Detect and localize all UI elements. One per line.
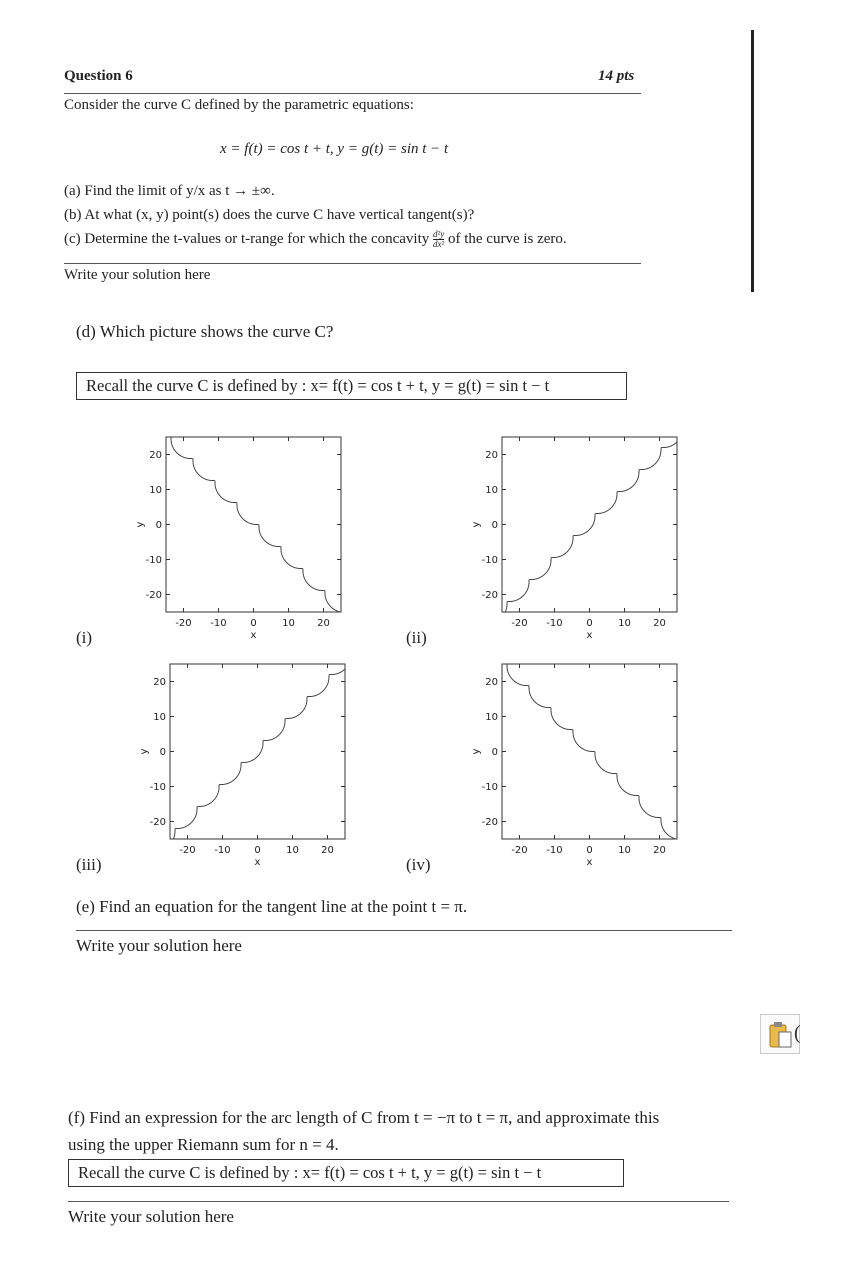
y-tick-label: 0 <box>491 520 498 531</box>
plot-i <box>130 430 355 645</box>
label-iv: (iv) <box>406 855 431 874</box>
x-tick-label: -10 <box>210 618 227 629</box>
x-tick-label: 0 <box>250 618 257 629</box>
header-rule <box>64 93 641 94</box>
part-e-question: (e) Find an equation for the tangent line at the point t = π. <box>76 897 468 916</box>
x-tick-label: -20 <box>175 618 192 629</box>
label-iii: (iii) <box>76 855 102 874</box>
section-rule-1 <box>64 263 641 264</box>
x-axis-label: x <box>586 630 593 641</box>
x-axis-label: x <box>586 857 593 868</box>
y-axis-label: y <box>135 521 146 528</box>
concavity-fraction <box>433 230 444 249</box>
write-solution-1[interactable]: Write your solution here <box>64 267 211 283</box>
x-tick-label: -20 <box>179 845 196 856</box>
clipboard-glyph: ( <box>794 1022 801 1044</box>
y-axis-label: y <box>139 748 150 755</box>
y-tick-label: -20 <box>149 817 166 828</box>
y-tick-label: -10 <box>149 782 166 793</box>
section-rule-f <box>68 1201 729 1202</box>
part-b: (b) At what (x, y) point(s) does the curve C have vertical tangent(s)? <box>64 207 475 223</box>
clipboard-paste-icon[interactable] <box>760 1014 800 1054</box>
y-tick-label: 10 <box>149 485 162 496</box>
question-title: Question 6 <box>64 68 133 84</box>
y-tick-label: 0 <box>159 747 166 758</box>
x-tick-label: 20 <box>317 618 330 629</box>
y-tick-label: 10 <box>485 485 498 496</box>
recall-text-d: Recall the curve C is defined by : x= f(t) = cos t + t, y = g(t) = sin t − t <box>86 376 550 395</box>
curve-line <box>171 437 340 612</box>
part-c-prefix: (c) Determine the t-values or t-range for which the concavity <box>64 230 430 247</box>
x-tick-label: 20 <box>321 845 334 856</box>
part-c <box>64 230 567 249</box>
x-tick-label: 10 <box>282 618 295 629</box>
y-tick-label: 10 <box>485 712 498 723</box>
x-tick-label: 0 <box>586 845 593 856</box>
write-solution-e[interactable]: Write your solution here <box>76 936 242 955</box>
y-tick-label: -20 <box>481 817 498 828</box>
x-tick-label: 10 <box>618 845 631 856</box>
curve-line <box>505 442 677 612</box>
label-ii: (ii) <box>406 628 427 647</box>
x-tick-label: -10 <box>214 845 231 856</box>
y-tick-label: -20 <box>145 590 162 601</box>
margin-bar <box>751 30 754 292</box>
x-tick-label: 20 <box>653 618 666 629</box>
y-tick-label: -10 <box>481 782 498 793</box>
x-axis-label: x <box>254 857 261 868</box>
y-axis-label: y <box>471 748 482 755</box>
y-tick-label: -20 <box>481 590 498 601</box>
x-tick-label: 20 <box>653 845 666 856</box>
x-tick-label: 0 <box>586 618 593 629</box>
part-c-suffix: of the curve is zero. <box>447 230 567 247</box>
label-i: (i) <box>76 628 93 647</box>
section-rule-e <box>76 930 732 931</box>
x-tick-label: -10 <box>546 845 563 856</box>
y-tick-label: -10 <box>481 555 498 566</box>
y-tick-label: -10 <box>145 555 162 566</box>
y-axis-label: y <box>471 521 482 528</box>
y-tick-label: 20 <box>153 677 166 688</box>
x-tick-label: -10 <box>546 618 563 629</box>
y-tick-label: 10 <box>153 712 166 723</box>
y-tick-label: 0 <box>155 520 162 531</box>
x-tick-label: -20 <box>511 845 528 856</box>
recall-text-f: Recall the curve C is defined by : x= f(t) = cos t + t, y = g(t) = sin t − t <box>78 1163 542 1182</box>
x-tick-label: 10 <box>618 618 631 629</box>
parametric-equation: x = f(t) = cos t + t, y = g(t) = sin t − t <box>220 141 449 157</box>
question-intro: Consider the curve C defined by the parametric equations: <box>64 97 414 113</box>
curve-line <box>507 664 676 839</box>
x-tick-label: 10 <box>286 845 299 856</box>
y-tick-label: 20 <box>149 450 162 461</box>
x-tick-label: -20 <box>511 618 528 629</box>
fraction-denominator: dx² <box>433 239 445 249</box>
x-axis-label: x <box>250 630 257 641</box>
y-tick-label: 0 <box>491 747 498 758</box>
question-points: 14 pts <box>598 68 635 84</box>
write-solution-f[interactable]: Write your solution here <box>68 1207 234 1226</box>
fraction-numerator: d²y <box>433 229 445 239</box>
y-tick-label: 20 <box>485 677 498 688</box>
x-tick-label: 0 <box>254 845 261 856</box>
part-d-question: (d) Which picture shows the curve C? <box>76 322 334 341</box>
plot-iv <box>466 657 691 872</box>
plot-iii <box>134 657 359 872</box>
part-a: (a) Find the limit of y/x as t → ±∞. <box>64 183 275 199</box>
part-f-question-line2: using the upper Riemann sum for n = 4. <box>68 1135 339 1154</box>
y-tick-label: 20 <box>485 450 498 461</box>
curve-line <box>173 669 345 839</box>
plot-ii <box>466 430 691 645</box>
part-f-question-line1: (f) Find an expression for the arc length of C from t = −π to t = π, and approximate this <box>68 1108 660 1127</box>
